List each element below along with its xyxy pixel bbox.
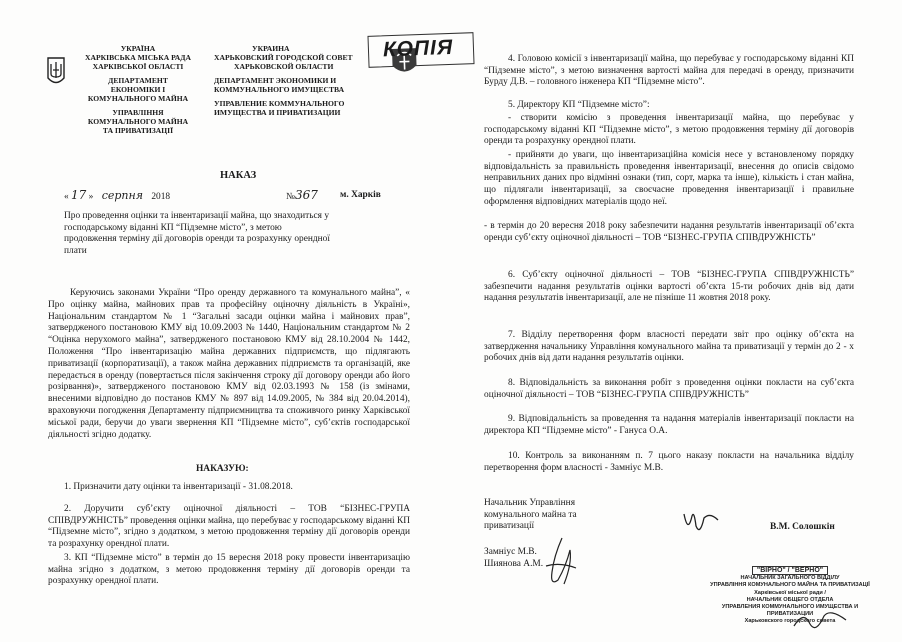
order-number-prefix: № [286,192,295,202]
visa-1: Замніус М.В. [484,547,537,557]
item-7: 7. Відділу перетворення форм власності передати звіт про оцінку об’єкта на затвердження начальнику Управління комунального майна та приватизації у термін до 2 - х робочих днів від дати надання результатів оцінки. [484,330,854,364]
item-8: 8. Відповідальність за виконання робіт з проведення оцінки покласти на суб’єкта оціночної діяльності – ТОВ “БІЗНЕС-ГРУПА СПІВДРУЖНІСТЬ” [484,378,854,400]
stamp-line: "ВІРНО" / "ВЕРНО" [752,566,828,575]
header-left-line: УПРАВЛІННЯ [112,108,164,117]
header-right-line: УПРАВЛЕНИЕ КОММУНАЛЬНОГО [214,99,345,108]
item-4: 4. Головою комісії з інвентаризації майна, що перебуває у господарському віданні КП “Підземне місто”, з метою визначення вартості майна для передачі в оренду, призначити Бурду Д.В. – головного інженера КП “Підземне місто”. [484,54,854,88]
item-1: 1. Призначити дату оцінки та інвентаризації - 31.08.2018. [64,482,293,492]
header-right-line: ХАРЬКОВСКОЙ ОБЛАСТИ [234,62,334,71]
date-month: серпня [101,189,144,202]
order-number-value: 367 [294,188,318,202]
item-5-a: - створити комісію з проведення інвентаризації майна, що перебуває у господарському віданні КП “Підземне місто”, з метою продовження терміну дії договорів оренди та розрахунку орендної плати. [484,113,854,147]
signature-handwritten [680,508,722,538]
header-right-line: ДЕПАРТАМЕНТ ЭКОНОМИКИ И [214,76,337,85]
order-number [286,190,318,204]
visa-handwritten [540,536,580,590]
header-left-line: ДЕПАРТАМЕНТ [108,76,168,85]
item-9: 9. Відповідальність за проведення та надання матеріалів інвентаризації покласти на директора КП “Підземне місто” - Гануса О.А. [484,414,854,436]
stamp-line: УПРАВЛЕНИЯ КОММУНАЛЬНОГО ИМУЩЕСТВА И ПРИВАТИЗАЦИИ [721,604,859,618]
stamp-line: Харківської міської ради / [754,589,826,596]
header-left-line: УКРАЇНА [120,44,156,53]
item-5-c: - в термін до 20 вересня 2018 року забезпечити надання результатів інвентаризації об’єкта оренди суб’єкту оціночної діяльності – ТОВ “БІЗНЕС-ГРУПА СПІВДРУЖНІСТЬ” [484,221,854,243]
preamble: Керуючись законами України “Про оренду державного та комунального майна”, « Про оцінку майна, майнових прав та професійну оціночну діяльність в Україні», Національним стандартом № 1 “Загальні засади оцінки майна і майнових прав”, затвердженого постановою КМУ від 10.09.2003 № 1440, Національним стандартом № 2 “Оцінка нерухомого майна”, затвердженого постановою КМУ від 28.10.2004 № 1442, Положення “Про інвентаризацію майна державних підприємств, що підлягають приватизації (корпоратизації), а також майна державних підприємств та організацій, яке передається в оренду (повертається після закінчення строку дії договору оренди або його розірвання)», затвердженого постановою КМУ від 02.03.1993 № 158 (із змінами, внесеними відповідно до постанов КМУ № 897 від 14.09.2005, № 384 від 20.04.2014), враховуючи погодження Департаменту підприємництва та споживчого ринку Харківської міської ради, беручи до уваги звернення КП “Підземне місто”, суб’єктів господарської діяльності згідно додатку. [48,288,410,440]
copy-stamp-label: КОПІЯ [382,35,454,62]
header-right-line: УКРАИНА [252,44,290,53]
header-left [68,44,208,135]
date-day: 17 [71,188,87,202]
header-left-line: ХАРКІВСЬКА МІСЬКА РАДА [85,53,191,62]
order-subject: Про проведення оцінки та інвентаризації майна, що знаходиться у господарському віданні КП “Підземне місто”, з метою продовження терміну дії договорів оренди та розрахунку орендної плати [64,211,330,257]
header-left-line: КОМУНАЛЬНОГО МАЙНА [87,94,189,103]
item-10: 10. Контроль за виконанням п. 7 цього наказу покласти на начальника відділу перетворення форм власності - Замніус М.В. [484,451,854,473]
copy-stamp [367,32,474,68]
item-5-b: - прийняти до уваги, що інвентаризаційна комісія несе у встановленому порядку відповідальність за правильність проведення інвентаризації, внесення до описів свідомо неправильних даних про відмінні ознаки (тип, сорт, марка та інше), кількість і стан майна, що підлягали інвентаризації, за своєчасне проведення інвентаризації і правильне оформлення відповідних матеріалів щодо неї. [484,150,854,207]
stamp-signature [790,606,850,636]
nakazuyu-heading: НАКАЗУЮ: [196,464,249,474]
item-2: 2. Доручити суб’єкту оціночної діяльності – ТОВ “БІЗНЕС-ГРУПА СПІВДРУЖНІСТЬ” проведення оцінки майна, що перебуває у господарському віданні КП “Підземне місто”, згідно з додатком, з метою продовження терміну дії договорів оренди та розрахунку орендної плати. [48,504,410,550]
order-title: НАКАЗ [220,170,257,181]
header-left-line: ХАРКІВСЬКОЇ ОБЛАСТІ [92,62,184,71]
header-left-line: КОМУНАЛЬНОГО МАЙНА [87,117,189,126]
stamp-line: НАЧАЛЬНИК ЗАГАЛЬНОГО ВІДДІЛУ [740,575,840,582]
item-6: 6. Суб’єкту оціночної діяльності – ТОВ “БІЗНЕС-ГРУПА СПІВДРУЖНІСТЬ” забезпечити надання результатів оцінки вартості об’єкта 15-ти робочих днів від дати надання результатів інвентаризації, але не пізніше 11 жовтня 2018 року. [484,270,854,304]
coat-of-arms-icon [46,56,66,88]
header-right [214,44,364,117]
order-date [64,190,414,206]
stamp-line: УПРАВЛІННЯ КОМУНАЛЬНОГО МАЙНА ТА ПРИВАТИЗАЦІЇ [710,582,870,589]
order-city: м. Харків [340,190,381,200]
header-left-line: ЕКОНОМІКИ І [110,85,166,94]
item-3: 3. КП “Підземне місто” в термін до 15 вересня 2018 року провести інвентаризацію майна згідно з додатком, з метою продовження терміну дії договорів оренди та розрахунку орендної плати. [48,553,410,587]
date-close-quote: » [88,192,94,202]
header-right-line: КОММУНАЛЬНОГО ИМУЩЕСТВА [214,85,345,94]
stamp-line: Харьковского городского совета [744,618,836,625]
signatory-position: Начальник Управління комунального майна та приватизації [484,498,577,532]
stamp-line: НАЧАЛЬНИК ОБЩЕГО ОТДЕЛА [746,596,834,603]
item-5-title: 5. Директору КП “Підземне місто”: [508,100,650,110]
header-right-line: ХАРЬКОВСКИЙ ГОРОДСКОЙ СОВЕТ [214,53,353,62]
header-right-line: ИМУЩЕСТВА И ПРИВАТИЗАЦИИ [214,108,341,117]
date-open-quote: « [64,192,69,202]
header-left-line: ТА ПРИВАТИЗАЦІЇ [102,126,174,135]
visa-2: Шиянова А.М. [484,559,544,569]
signatory-name: В.М. Солошкін [770,522,835,532]
date-year: 2018 [151,192,171,202]
